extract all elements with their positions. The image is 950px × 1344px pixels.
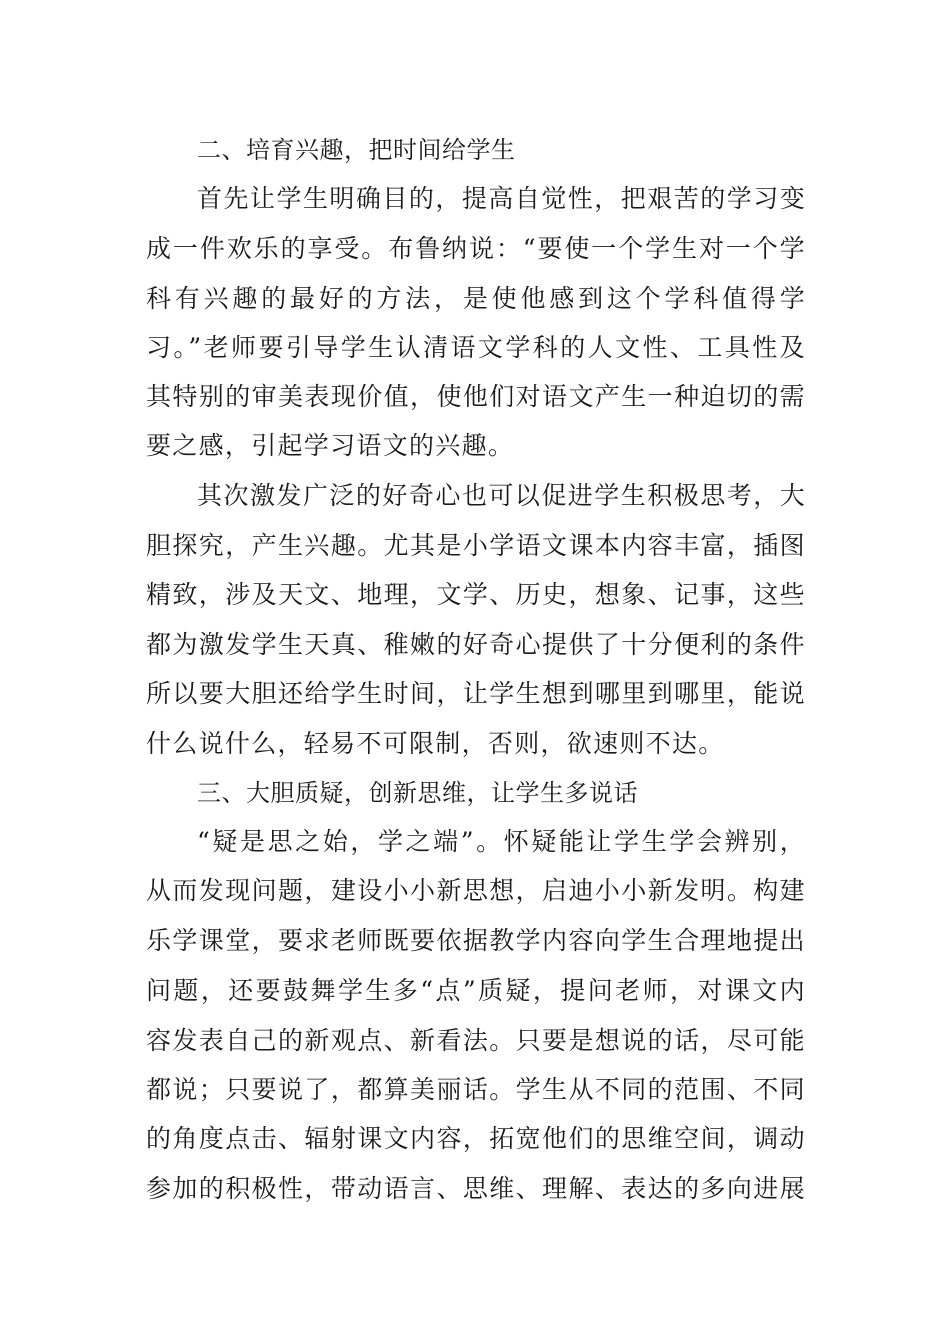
paragraph-line: 成一件欢乐的享受。布鲁纳说：“要使一个学生对一个学 <box>146 234 806 263</box>
paragraph-line: 参加的积极性，带动语言、思维、理解、表达的多向进展 <box>146 1174 806 1203</box>
paragraph-line: 从而发现问题，建设小小新思想，启迪小小新发明。构建 <box>146 876 806 905</box>
section-heading: 三、大胆质疑，创新思维，让学生多说话 <box>197 779 638 807</box>
paragraph-line: 习。”老师要引导学生认清语文学科的人文性、工具性及 <box>146 333 806 362</box>
paragraph-line: 首先让学生明确目的，提高自觉性，把艰苦的学习变 <box>197 184 806 213</box>
paragraph-line: 都说；只要说了，都算美丽话。学生从不同的范围、不同 <box>146 1075 806 1104</box>
paragraph-line: 容发表自己的新观点、新看法。只要是想说的话，尽可能 <box>146 1026 806 1055</box>
paragraph-line: 的角度点击、辐射课文内容，拓宽他们的思维空间，调动 <box>146 1124 806 1153</box>
paragraph-line: 什么说什么，轻易不可限制，否则，欲速则不达。 <box>146 729 725 758</box>
paragraph-line: 问题，还要鼓舞学生多“点”质疑，提问老师，对课文内 <box>146 976 806 1005</box>
section-heading: 二、培育兴趣，把时间给学生 <box>197 136 516 164</box>
paragraph-line: 要之感，引起学习语文的兴趣。 <box>146 431 515 460</box>
paragraph-line: 其特别的审美表现价值，使他们对语文产生一种迫切的需 <box>146 382 806 411</box>
paragraph-line: 精致，涉及天文、地理，文学、历史，想象、记事，这些 <box>146 580 806 609</box>
paragraph-line: 所以要大胆还给学生时间，让学生想到哪里到哪里，能说 <box>146 679 806 708</box>
paragraph-line: “疑是思之始，学之端”。怀疑能让学生学会辨别， <box>197 827 806 856</box>
paragraph-line: 其次激发广泛的好奇心也可以促进学生积极思考，大 <box>197 481 806 510</box>
paragraph-line: 胆探究，产生兴趣。尤其是小学语文课本内容丰富，插图 <box>146 531 806 560</box>
paragraph-line: 科有兴趣的最好的方法，是使他感到这个学科值得学 <box>146 284 806 313</box>
paragraph-line: 乐学课堂，要求老师既要依据教学内容向学生合理地提出 <box>146 926 806 955</box>
paragraph-line: 都为激发学生天真、稚嫩的好奇心提供了十分便利的条件 <box>146 630 806 659</box>
